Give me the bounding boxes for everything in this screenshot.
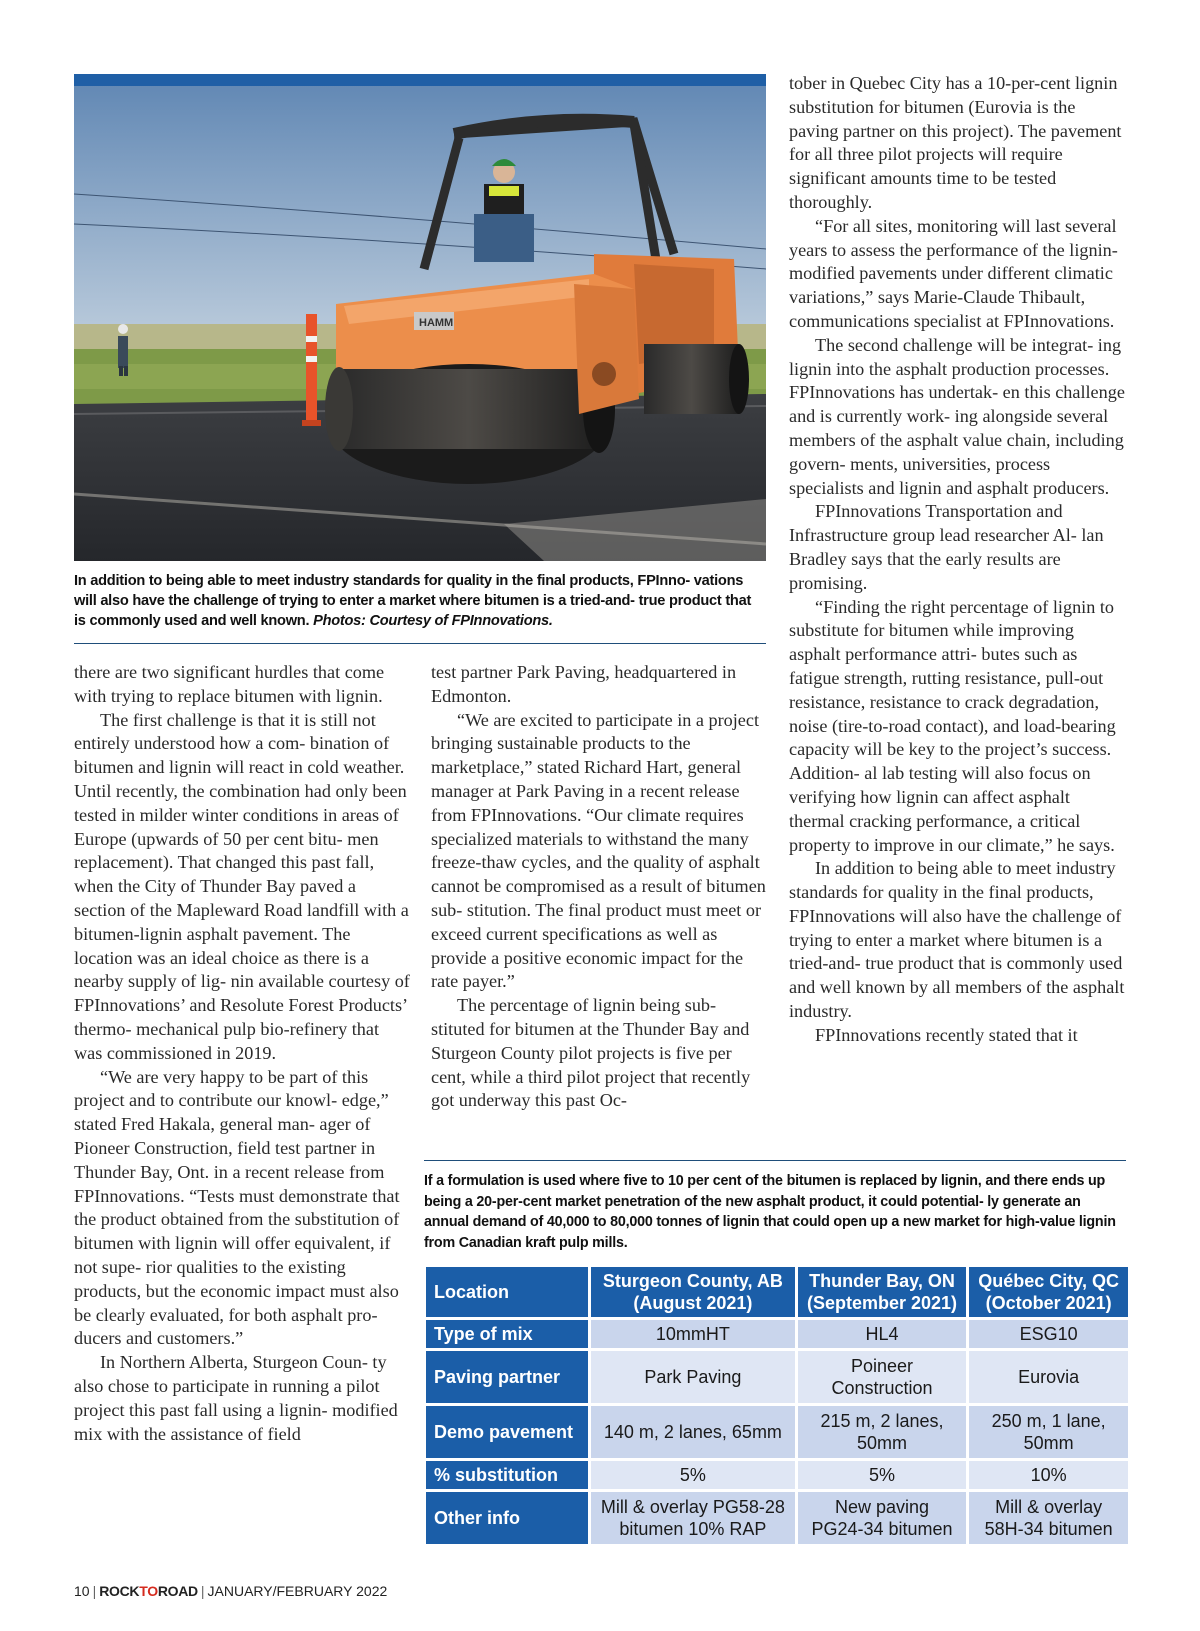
table-cell: 10mmHT bbox=[591, 1320, 795, 1348]
table-cell bbox=[591, 1492, 795, 1544]
row-label: Demo pavement bbox=[426, 1406, 588, 1458]
svg-text:HAMM: HAMM bbox=[419, 317, 454, 329]
col3-paragraph-3: The second challenge will be integrat- ing lignin into the asphalt production processes. FPInnovations has undertak- en this challenge and is currently work- ing alongside several members of the asphalt value chain, including govern- ments, universities, process specialists and lignin and asphalt producers. bbox=[789, 334, 1125, 498]
cell-line2: PG24-34 bitumen bbox=[811, 1519, 953, 1539]
page-number: 10 bbox=[74, 1583, 90, 1599]
photo-caption-text: In addition to being able to meet industry standards for quality in the final products, FPInno- vations will also have the challenge of trying to enter a market where bitumen is a tried-and- true product that is commonly used and well known. bbox=[74, 573, 752, 629]
header-line2: (September 2021) bbox=[806, 1293, 958, 1313]
table-row-paving-partner bbox=[426, 1351, 1128, 1403]
col1-paragraph-1: there are two significant hurdles that come with trying to replace bitumen with lignin. bbox=[74, 662, 385, 706]
cell-line2: Construction bbox=[831, 1378, 933, 1398]
header-line2: (October 2021) bbox=[985, 1293, 1112, 1313]
table-cell: 5% bbox=[591, 1461, 795, 1489]
issue-date: JANUARY/FEBRUARY 2022 bbox=[207, 1583, 388, 1599]
photo-credit: Photos: Courtesy of FPInnovations. bbox=[313, 613, 553, 629]
col3-paragraph-5: “Finding the right percentage of lignin to substitute for bitumen while improving asphalt performance attri- butes such as fatigue strength, rutting resistance, pull-out resistance, resistance to crack degradation, noise (tire-to-road contact), and load-bearing capacity will be key to the project’s success. Addition- al lab testing will also focus on verifying how lignin can affect asphalt thermal cracking performance, a critical property to improve in our climate,” he says. bbox=[789, 596, 1116, 855]
table-corner-location: Location bbox=[426, 1267, 588, 1317]
col3-paragraph-4: FPInnovations Transportation and Infrastructure group lead researcher Al- lan Bradley says that the early results are promising. bbox=[789, 501, 1104, 593]
table-row-type-of-mix bbox=[426, 1320, 1128, 1348]
col3-paragraph-2: “For all sites, monitoring will last several years to assess the performance of the lignin-modified pavements under different climatic variations,” says Marie-Claude Thibault, communications specialist at FPInnovations. bbox=[789, 215, 1118, 331]
table-cell bbox=[798, 1351, 966, 1403]
table-cell bbox=[969, 1492, 1128, 1544]
col3-paragraph-6: In addition to being able to meet industry standards for quality in the final products, FPInnovations will also have the challenge of trying to enter a market where bitumen is a tried-and- true product that is commonly used and well known by all members of the asphalt industry. bbox=[789, 858, 1125, 1022]
table-cell: Eurovia bbox=[969, 1351, 1128, 1403]
header-line2: (August 2021) bbox=[633, 1293, 753, 1313]
cell-line1: 215 m, 2 lanes, bbox=[820, 1411, 944, 1431]
cell-line2: 58H-34 bitumen bbox=[984, 1519, 1113, 1539]
footer-separator: | bbox=[92, 1583, 97, 1599]
table-cell: HL4 bbox=[798, 1320, 966, 1348]
magazine-logo bbox=[99, 1583, 198, 1599]
page-footer bbox=[74, 1583, 387, 1599]
table-cell: 10% bbox=[969, 1461, 1128, 1489]
table-cell bbox=[798, 1406, 966, 1458]
row-label: % substitution bbox=[426, 1461, 588, 1489]
table-header-row bbox=[426, 1267, 1128, 1317]
road-roller-illustration bbox=[74, 74, 766, 561]
row-label: Paving partner bbox=[426, 1351, 588, 1403]
cell-line1: Mill & overlay PG58-28 bbox=[600, 1497, 785, 1517]
road-roller-photo bbox=[74, 74, 766, 561]
table-cell: ESG10 bbox=[969, 1320, 1128, 1348]
row-label: Other info bbox=[426, 1492, 588, 1544]
table-row-substitution bbox=[426, 1461, 1128, 1489]
col1-paragraph-4: In Northern Alberta, Sturgeon Coun- ty also chose to participate in running a pilot project this past fall using a lignin- modified mix with the assistance of field bbox=[74, 1352, 398, 1444]
cell-line1: New paving bbox=[834, 1497, 930, 1517]
table-row-other-info bbox=[426, 1492, 1128, 1544]
table-cell bbox=[798, 1492, 966, 1544]
table-cell bbox=[969, 1406, 1128, 1458]
cell-line1: Poineer bbox=[851, 1356, 914, 1376]
logo-to: TO bbox=[139, 1583, 158, 1599]
table-cell: 140 m, 2 lanes, 65mm bbox=[591, 1406, 795, 1458]
col2-paragraph-3: The percentage of lignin being sub- stituted for bitumen at the Thunder Bay and Sturgeon County pilot projects is five per cent, while a third pilot project that recently got underway this past Oc- bbox=[431, 995, 751, 1111]
table-cell: 5% bbox=[798, 1461, 966, 1489]
worker-figure bbox=[118, 324, 128, 376]
col3-paragraph-7: FPInnovations recently stated that it bbox=[815, 1024, 1078, 1045]
cell-line1: 250 m, 1 lane, bbox=[991, 1411, 1106, 1431]
col1-paragraph-2: The first challenge is that it is still not entirely understood how a com- bination of bitumen and lignin will react in cold weather. Until recently, the combination had only been tested in milder winter conditions in areas of Europe (upwards of 50 per cent bitu- men replacement). That changed this past fall, when the City of Thunder Bay paved a section of the Mapleward Road landfill with a bitumen-lignin asphalt pavement. The location was an ideal choice as there is a nearby supply of lig- nin available courtesy of FPInnovations’ and Resolute Forest Products’ thermo- mechanical pulp bio-refinery that was commissioned in 2019. bbox=[74, 709, 410, 1063]
article-column-3 bbox=[789, 72, 1129, 1048]
table-row-demo-pavement bbox=[426, 1406, 1128, 1458]
caption-rule bbox=[74, 643, 766, 644]
pilot-projects-table bbox=[423, 1264, 1131, 1547]
row-label: Type of mix bbox=[426, 1320, 588, 1348]
cell-line2: 50mm bbox=[857, 1433, 908, 1453]
table-cell: Park Paving bbox=[591, 1351, 795, 1403]
header-line1: Sturgeon County, AB bbox=[602, 1271, 783, 1291]
header-line1: Québec City, QC bbox=[978, 1271, 1119, 1291]
col2-paragraph-2: “We are excited to participate in a project bringing sustainable products to the marketplace,” stated Richard Hart, general manager at Park Paving in a recent release from FPInnovations. “Our climate requires specialized materials to withstand the many freeze-thaw cycles, and the quality of asphalt cannot be compromised as a result of bitumen sub- stitution. The final product must meet or exceed current specifications as well as provide a positive economic impact for the rate payer.” bbox=[431, 709, 766, 992]
logo-road: ROAD bbox=[157, 1583, 198, 1599]
cell-line2: bitumen 10% RAP bbox=[619, 1519, 767, 1539]
photo-top-bar bbox=[74, 74, 766, 86]
col3-paragraph-1: tober in Quebec City has a 10-per-cent lignin substitution for bitumen (Eurovia is the paving partner on this project). The pavement for all three pilot projects will require significant amounts time to be tested thoroughly. bbox=[789, 73, 1122, 212]
footer-separator: | bbox=[200, 1583, 205, 1599]
table-header-thunder-bay bbox=[798, 1267, 966, 1317]
table-header-sturgeon bbox=[591, 1267, 795, 1317]
cell-line2: 50mm bbox=[1023, 1433, 1074, 1453]
box-rule bbox=[424, 1160, 1126, 1161]
logo-rock: ROCK bbox=[99, 1583, 140, 1599]
table-header-quebec bbox=[969, 1267, 1128, 1317]
box-caption: If a formulation is used where five to 10 per cent of the bitumen is replaced by lignin, and there ends up being a 20-per-cent market penetration of the new asphalt product, it could potential- ly generate an annual demand of 40,000 to 80,000 tonnes of lignin that could open up a new market for high-value lignin from Canadian kraft pulp mills. bbox=[424, 1173, 1116, 1251]
header-line1: Thunder Bay, ON bbox=[809, 1271, 955, 1291]
col2-paragraph-1: test partner Park Paving, headquartered in Edmonton. bbox=[431, 662, 737, 706]
col1-paragraph-3: “We are very happy to be part of this project and to contribute our knowl- edge,” stated Fred Hakala, general man- ager of Pioneer Construction, field test partner in Thunder Bay, Ont. in a recent release from FPInnovations. “Tests must demonstrate that the product obtained from the substitution of bitumen with lignin will offer equivalent, if not supe- rior qualities to the existing products, but the economic impact must also be clearly evaluated, for both asphalt pro- ducers and customers.” bbox=[74, 1066, 400, 1349]
photo-caption bbox=[74, 571, 766, 631]
article-column-2 bbox=[431, 661, 767, 1113]
cell-line1: Mill & overlay bbox=[995, 1497, 1103, 1517]
article-column-1 bbox=[74, 661, 410, 1446]
